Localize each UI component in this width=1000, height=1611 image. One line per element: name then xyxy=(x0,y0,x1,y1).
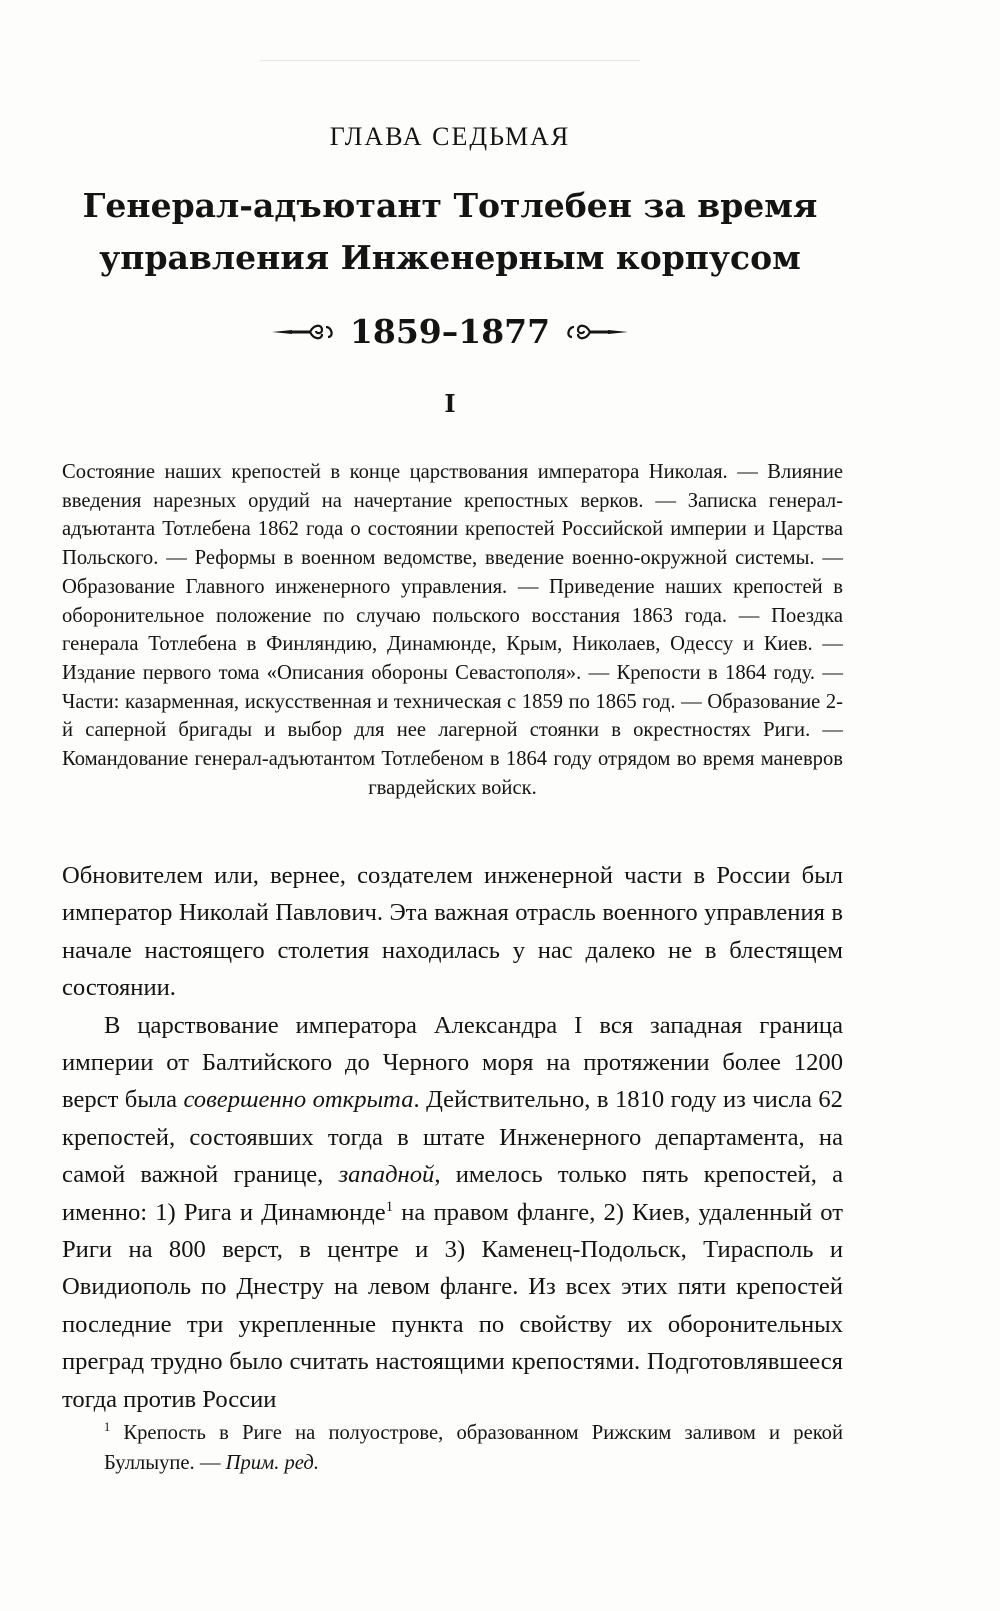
paragraph-2-part-1: В царствование императора Александра I вся западная граница империи от Балтийского до Черного моря на протяжении более 1200 верст была xyxy=(62,1011,843,1114)
footnote-text: Крепость в Риге на полуострове, образованном Рижским заливом и рекой Буллыупе. — xyxy=(104,1422,843,1474)
chapter-years: 1859–1877 xyxy=(349,312,551,351)
paragraph-2-part-4: на правом фланге, 2) Киев, удаленный от Риги на 800 верст, в центре и 3) Каменец-Подольск, Тирасполь и Овидиополь по Днестру на левом фланге. Из всех этих пяти крепостей последние три укрепленные пункта по свойству их оборонительных преград трудно было считать настоящими крепостями. Подготовлявшееся тогда против России xyxy=(62,1198,843,1413)
bleed-through-header xyxy=(260,60,640,67)
paragraph-2-part-3: , имелось только пять крепостей, а именно: 1) Рига и Динамюнде xyxy=(62,1161,844,1226)
paragraph-2 xyxy=(62,1007,843,1418)
footnote-editor-note: Прим. ред. xyxy=(225,1452,319,1474)
footnote-first-line xyxy=(62,1418,843,1478)
footnote xyxy=(62,1418,843,1478)
paragraph-2-emphasis-2: западной xyxy=(338,1161,435,1189)
paragraph-2-emphasis-1: совершенно открыта xyxy=(183,1086,414,1114)
chapter-synopsis: Состояние наших крепостей в конце царствования императора Николая. — Влияние введения нарезных орудий на начертание крепостных верков. — Записка генерал-адъютанта Тотлебена 1862 года о состоянии крепостей Российской империи и Царства Польского. — Реформы в военном ведомстве, введение военно-окружной системы. — Образование Главного инженерного управления. — Приведение наших крепостей в оборонительное положение по случаю польского восстания 1863 года. — Поездка генерала Тотлебена в Финляндию, Динамюнде, Крым, Николаев, Одессу и Киев. — Издание первого тома «Описания обороны Севастополя». — Крепости в 1864 году. — Части: казарменная, искусственная и техническая с 1859 по 1865 год. — Образование 2-й саперной бригады и выбор для нее лагерной стоянки в окрестностях Риги. — Командование генерал-адъютантом Тотлебеном в 1864 году отрядом во время маневров гвардейских войск. xyxy=(62,461,843,799)
chapter-title-line2: управления Инженерным корпусом xyxy=(99,238,801,277)
footnote-number: 1 xyxy=(104,1420,111,1435)
chapter-years-row xyxy=(0,312,900,351)
left-ornament-icon xyxy=(270,321,336,343)
chapter-label: ГЛАВА СЕДЬМАЯ xyxy=(329,122,571,151)
paragraph-1: Обновителем или, вернее, создателем инженерной части в России был император Николай Павлович. Эта важная отрасль военного управления в начале настоящего столетия находилась у нас далеко не в блестящем состоянии. xyxy=(62,862,843,1002)
right-ornament-icon xyxy=(564,321,630,343)
paragraph-2-part-2: . Действительно, в 1810 году из числа 62 крепостей, состоявших тогда в штате Инженерного департамента, на самой важной границе, xyxy=(62,1086,843,1189)
footnote-reference[interactable]: 1 xyxy=(385,1198,394,1215)
chapter-title-line1: Генерал-адъютант Тотлебен за время xyxy=(82,186,818,225)
chapter-title xyxy=(0,180,900,284)
section-number: I xyxy=(444,389,456,418)
body-text xyxy=(62,857,843,1418)
